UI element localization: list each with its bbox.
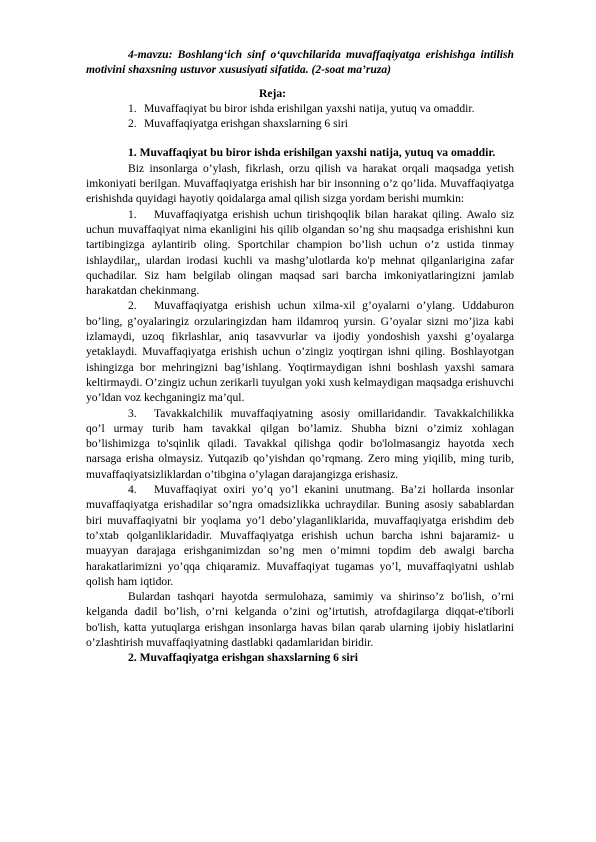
- document-body: [86, 47, 514, 666]
- numbered-paragraph: [86, 482, 514, 589]
- numbered-paragraph: [86, 298, 514, 405]
- paragraph-text: Muvaffaqiyat oxiri yo’q yo’l ekanini unutmang. Ba’zi hollarda insonlar muvaffaqiyatga erishadilar so’ngra omadsizlikka uchraydilar. Buning asosiy sabablardan biri muvaffaqiyatni bir yoqlama yo’l debo’ylaganliklarida, muvaffaqiyatga erishdim deb to’xtab qolganliklaridadir. Muvaffaqiyatga erishish uchun barcha ishni bajaramiz- u muayyan darajaga erishganimizdan so’ng men o’mimni topdim deb awalgi barcha harakatlarimizni yo’qqa chiqaramiz. Muvaffaqiyat tugamas yo’l, muvaffaqiyatni ushlab qolish ham iqtidor.: [86, 483, 514, 588]
- numbered-paragraph: [86, 406, 514, 482]
- intro-paragraph: Biz insonlarga o’ylash, fikrlash, orzu qilish va harakat orqali maqsadga yetish imkoniyati berilgan. Muvaffaqiyatga erishish har bir insonning o’z qo’lida. Muvaffaqiyatga erishishda quyidagi hayotiy qoidalarga amal qilish sizga yordam berishi mumkin:: [86, 161, 514, 206]
- numbered-paragraph: [86, 207, 514, 299]
- paragraph-text: Muvaffaqiyatga erishish uchun xilma-xil g’oyalarni o’ylang. Uddaburon bo’ling, g’oyalaringiz orzularingizdan ham ildamroq yursin. G’oyalar sizni mo’jiza kabi izlamaydi, uzoq fikrlashlar, aniq tasavvurlar va ijodiy yondoshish yaxshi g’oyalarga yetaklaydi. Muvaffaqiyatga erishish uchun o’zingiz yoqtirgan ishni qiling. Boshlayotgan ishingizga bor mehringizni bag’ishlang. Yoqtirmaydigan ishni boshlash yaxshi samara keltirmaydi. O’zingiz uchun zerikarli tuyulgan yoki xush kelmaydigan maqsadga erishuvchi yo’ldan voz kechganingiz ma’qul.: [86, 299, 514, 405]
- plan-item-number: 1.: [128, 101, 137, 115]
- plan-item-number: 2.: [128, 117, 137, 131]
- paragraph-text: Tavakkalchilik muvaffaqiyatning asosiy omillaridandir. Tavakkalchilikka qo’l urmay turib ham tavakkal qilgan bo’lamiz. Shubha bizni o’zimiz xohlagan bo’lishimizga to'sqinlik qiladi. Tavakkal qilishga qodir bo'lolmasangiz hayotda xech narsaga erisha olmaysiz. Yutqazib qo’yishdan qo’rqmang. Zero ming yiqilib, ming turib, muvaffaqiyatsizliklardan o’tibgina o’ylagan darajangizga erishasiz.: [86, 406, 514, 481]
- section-1-heading: 1. Muvaffaqiyat bu biror ishda erishilgan yaxshi natija, yutuq va omaddir.: [128, 146, 496, 160]
- paragraph-number: 4.: [128, 483, 137, 497]
- plan-item: [128, 101, 514, 116]
- plan-item-text: Muvaffaqiyat bu biror ishda erishilgan yaxshi natija, yutuq va omaddir.: [144, 101, 475, 115]
- paragraph-number: 3.: [128, 406, 137, 420]
- paragraph-number: 2.: [128, 299, 137, 313]
- lecture-title: 4-mavzu: Boshlang‘ich sinf o‘quvchilarida muvaffaqiyatga erishishga intilish motivini shaxsning ustuvor xususiyati sifatida. (2-soat ma’ruza): [86, 48, 514, 77]
- plan-heading: Reja:: [259, 86, 287, 100]
- section-2-heading: 2. Muvaffaqiyatga erishgan shaxslarning 6 siri: [128, 651, 358, 665]
- paragraph-number: 1.: [128, 207, 137, 221]
- plan-item-text: Muvaffaqiyatga erishgan shaxslarning 6 siri: [144, 117, 348, 131]
- paragraph-text: Muvaffaqiyatga erishish uchun tirishqoqlik bilan harakat qiling. Awalo siz uchun muvaffaqiyat nima ekanligini his qilib olgandan so’ng shu maqsadga erishishni kun tartibingizga aylantirib oling. Sportchilar champion bo’lish uchun o’z ustida tinmay ishlaydilar,, ulardan irodasi kuchli va mashg’ulotlarda ko'p mehnat qilganlarigina zafar quchadilar. Siz ham belgilab olingan maqsad sari barcha imkoniyatlaringizni jamlab harakatdan chekinmang.: [86, 207, 514, 298]
- closing-paragraph: Bulardan tashqari hayotda sermulohaza, samimiy va shirinso’z bo'lish, o’rni kelganda dadil bo’lish, o’rni kelganda o’zini og’irtutish, atrofdagilarga diqqat-e'tiborli bo'lish, katta yutuqlarga erishgan insonlarga havas bilan qarab ularning ijobiy hislatlarini o’zlashtirish muvaffaqiyatning dastlabki qadamlaridan biridir.: [86, 590, 514, 649]
- plan-item: [128, 116, 514, 131]
